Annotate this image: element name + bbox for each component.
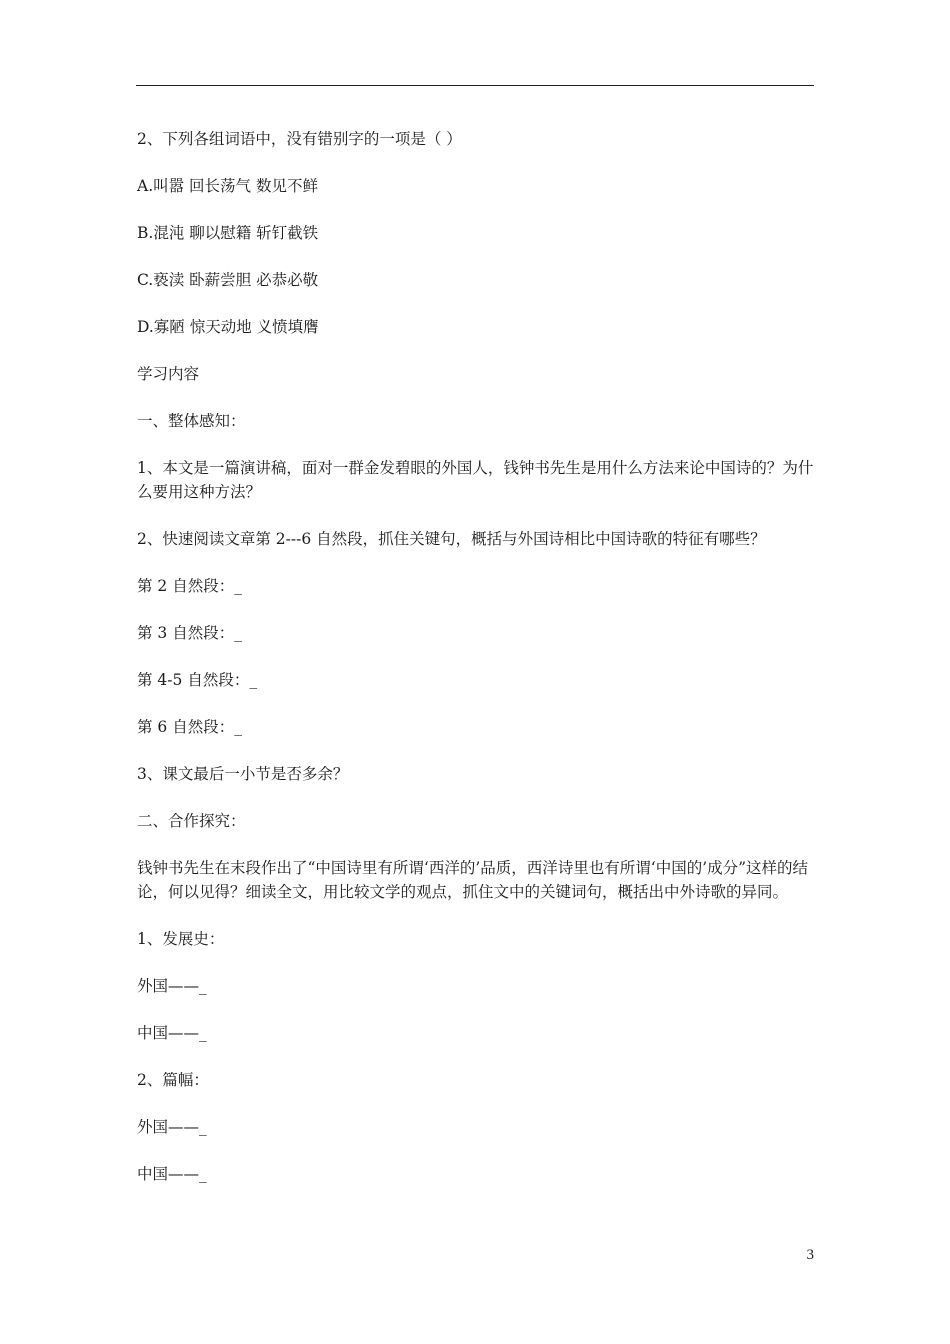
paragraph-3-blank: 第 3 自然段：_	[137, 624, 242, 642]
paragraph-6-blank: 第 6 自然段：_	[137, 718, 242, 736]
section-heading-learning-content: 学习内容	[137, 365, 200, 383]
task-2: 2、快速阅读文章第 2---6 自然段，抓住关键句，概括与外国诗相比中国诗歌的特征有哪些？	[137, 530, 766, 548]
length-china-blank: 中国——_	[137, 1165, 207, 1183]
question-2: 2、下列各组词语中，没有错别字的一项是（ ）	[137, 130, 462, 148]
item-length: 2、篇幅：	[137, 1071, 209, 1089]
header-rule	[136, 85, 814, 86]
option-b: B.混沌 聊以慰籍 斩钉截铁	[137, 224, 319, 242]
option-d: D.寡陋 惊天动地 义愤填膺	[137, 318, 319, 336]
section-heading-cooperative-inquiry: 二、合作探究：	[137, 812, 246, 830]
section-heading-overall-perception: 一、整体感知：	[137, 412, 246, 430]
paragraph-2-blank: 第 2 自然段：_	[137, 577, 242, 595]
item-development-history: 1、发展史：	[137, 930, 225, 948]
option-a: A.叫嚣 回长荡气 数见不鲜	[137, 177, 318, 195]
document-body	[137, 127, 817, 1209]
page-number: 3	[806, 1247, 814, 1263]
history-china-blank: 中国——_	[137, 1024, 207, 1042]
history-foreign-blank: 外国——_	[137, 977, 207, 995]
inquiry-prompt: 钱钟书先生在末段作出了“中国诗里有所谓‘西洋的’品质，西洋诗里也有所谓‘中国的’成分”这样的结论，何以见得？细读全文，用比较文学的观点，抓住文中的关键词句，概括出中外诗歌的异同。	[137, 859, 809, 901]
option-c: C.亵渎 卧薪尝胆 必恭必敬	[137, 271, 319, 289]
length-foreign-blank: 外国——_	[137, 1118, 207, 1136]
task-3: 3、课文最后一小节是否多余？	[137, 765, 349, 783]
paragraph-4-5-blank: 第 4-5 自然段：_	[137, 671, 258, 689]
task-1: 1、本文是一篇演讲稿，面对一群金发碧眼的外国人，钱钟书先生是用什么方法来论中国诗的？为什么要用这种方法？	[137, 459, 814, 501]
